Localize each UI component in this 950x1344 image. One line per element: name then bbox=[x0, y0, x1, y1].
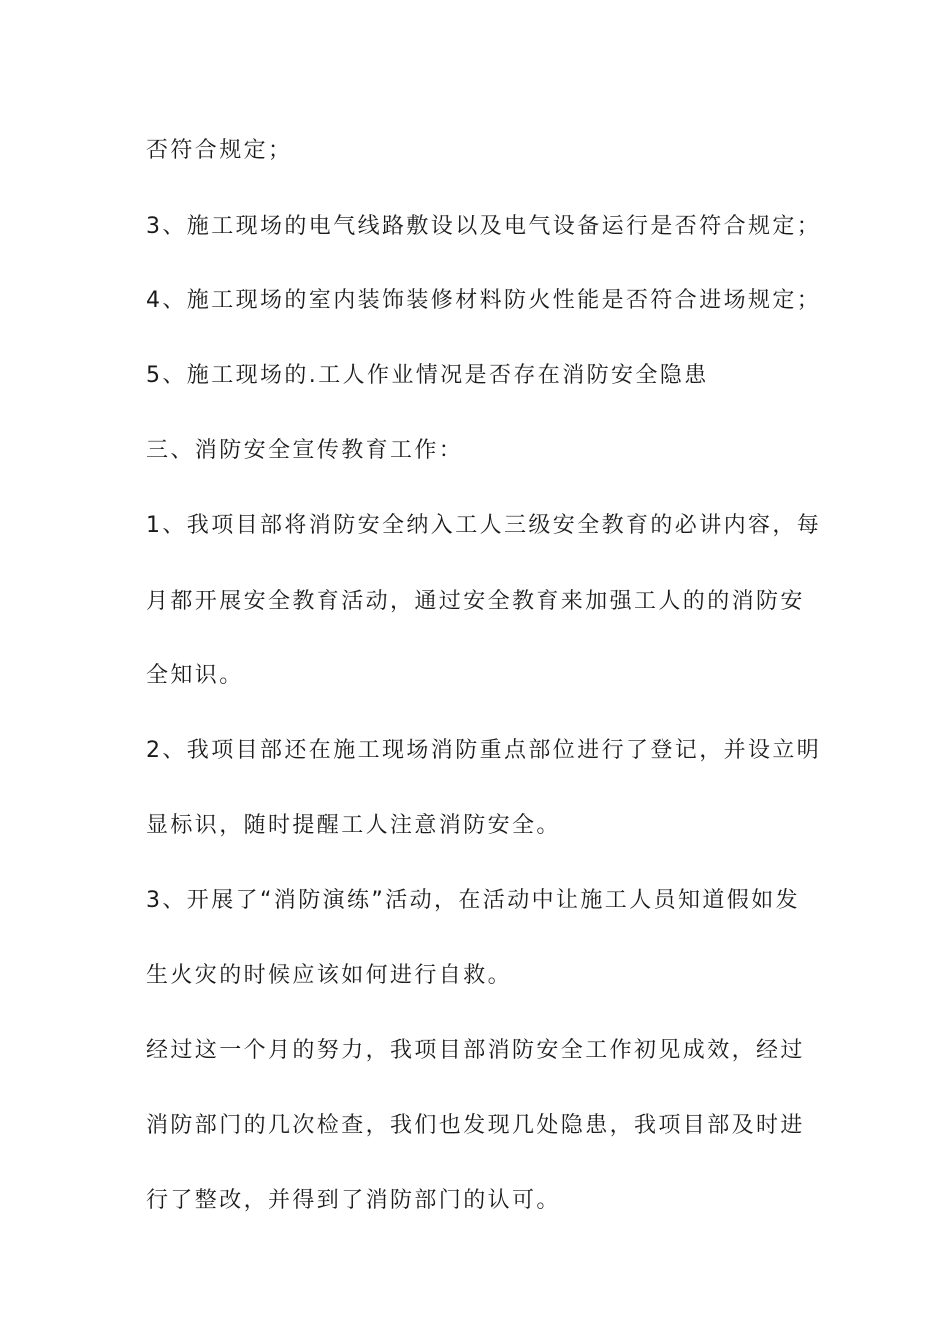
section-heading: 三、消防安全宣传教育工作： bbox=[146, 438, 464, 463]
text-line: 5、施工现场的.工人作业情况是否存在消防安全隐患 bbox=[146, 363, 709, 388]
text-line: 行了整改，并得到了消防部门的认可。 bbox=[146, 1188, 561, 1213]
text-line: 经过这一个月的努力，我项目部消防安全工作初见成效，经过 bbox=[146, 1038, 805, 1063]
text-line: 3、开展了“消防演练”活动，在活动中让施工人员知道假如发 bbox=[146, 888, 800, 913]
text-line: 3、施工现场的电气线路敷设以及电气设备运行是否符合规定； bbox=[146, 214, 822, 239]
text-line: 生火灾的时候应该如何进行自救。 bbox=[146, 963, 513, 988]
text-line: 4、施工现场的室内装饰装修材料防火性能是否符合进场规定； bbox=[146, 288, 822, 313]
text-line: 1、我项目部将消防安全纳入工人三级安全教育的必讲内容，每 bbox=[146, 513, 822, 538]
text-line: 否符合规定； bbox=[146, 138, 293, 163]
text-line: 全知识。 bbox=[146, 663, 244, 688]
text-line: 2、我项目部还在施工现场消防重点部位进行了登记，并设立明 bbox=[146, 738, 822, 763]
text-line: 月都开展安全教育活动，通过安全教育来加强工人的的消防安 bbox=[146, 589, 805, 614]
text-line: 显标识，随时提醒工人注意消防安全。 bbox=[146, 813, 561, 838]
text-line: 消防部门的几次检查，我们也发现几处隐患，我项目部及时进 bbox=[146, 1113, 805, 1138]
